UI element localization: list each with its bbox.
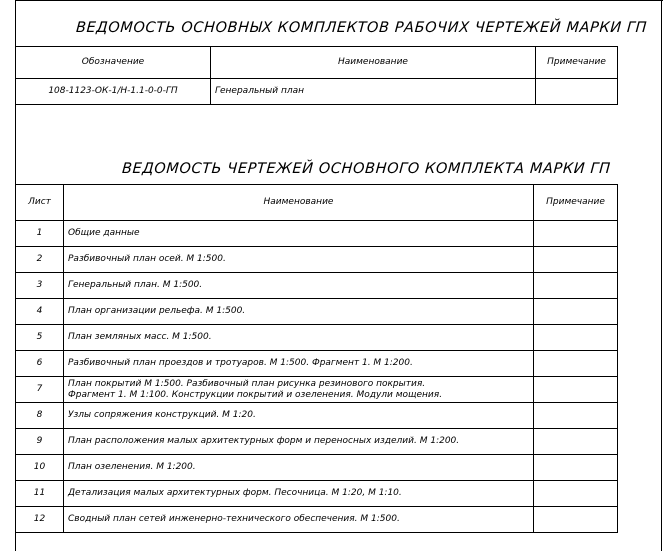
header-name: Наименование: [211, 47, 536, 79]
table-row: [16, 403, 618, 429]
main-sets-table: [15, 46, 618, 105]
sheet-number: 5: [16, 325, 64, 351]
sheet-name: Узлы сопряжения конструкций. М 1:20.: [64, 403, 534, 429]
table-row: [16, 325, 618, 351]
sheet-number: 11: [16, 481, 64, 507]
sheet-number: 3: [16, 273, 64, 299]
table-row: [16, 507, 618, 533]
sheet-note: [534, 403, 618, 429]
header-name: Наименование: [64, 185, 534, 221]
sheet-name: Генеральный план. М 1:500.: [64, 273, 534, 299]
sheet-note: [534, 325, 618, 351]
sheet-note: [534, 429, 618, 455]
header-designation: Обозначение: [16, 47, 211, 79]
table-row: [16, 429, 618, 455]
sheet-number: 9: [16, 429, 64, 455]
table-row: [16, 455, 618, 481]
table-row: [16, 273, 618, 299]
sheet-note: [534, 377, 618, 403]
sheet-number: 4: [16, 299, 64, 325]
note-cell: [536, 79, 618, 105]
name-cell: Генеральный план: [211, 79, 536, 105]
sheet-number: 2: [16, 247, 64, 273]
sheet-number: 12: [16, 507, 64, 533]
table-row: [16, 221, 618, 247]
sheet-name-line-1: План покрытий М 1:500. Разбивочный план рисунка резинового покрытия.: [68, 378, 426, 389]
header-note: Примечание: [534, 185, 618, 221]
frame-border-right: [661, 0, 662, 551]
sheet-name: Сводный план сетей инженерно-технического обеспечения. М 1:500.: [64, 507, 534, 533]
sheet-number: 7: [16, 377, 64, 403]
sheet-note: [534, 273, 618, 299]
sheet-number: 10: [16, 455, 64, 481]
main-sets-title: ВЕДОМОСТЬ ОСНОВНЫХ КОМПЛЕКТОВ РАБОЧИХ ЧЕРТЕЖЕЙ МАРКИ ГП: [75, 20, 648, 36]
table-row: [16, 377, 618, 403]
sheet-name-line-2: Фрагмент 1. М 1:100. Конструкции покрытий и озеленения. Модули мощения.: [68, 389, 443, 400]
sheet-note: [534, 299, 618, 325]
designation-cell: 108-1123-ОК-1/Н-1.1-0-0-ГП: [16, 79, 211, 105]
sheet-name: План земляных масс. М 1:500.: [64, 325, 534, 351]
sheet-name: Детализация малых архитектурных форм. Песочница. М 1:20, М 1:10.: [64, 481, 534, 507]
sheet-number: 8: [16, 403, 64, 429]
sheet-name: План организации рельефа. М 1:500.: [64, 299, 534, 325]
sheet-name: Разбивочный план осей. М 1:500.: [64, 247, 534, 273]
sheet-note: [534, 247, 618, 273]
sheet-name: Разбивочный план проездов и тротуаров. М 1:500. Фрагмент 1. М 1:200.: [64, 351, 534, 377]
header-sheet: Лист: [16, 185, 64, 221]
sheet-number: 1: [16, 221, 64, 247]
sheet-number: 6: [16, 351, 64, 377]
sheet-name: [64, 377, 534, 403]
header-note: Примечание: [536, 47, 618, 79]
sheet-note: [534, 481, 618, 507]
table-header-row: [16, 185, 618, 221]
sheet-name: Общие данные: [64, 221, 534, 247]
table-row: [16, 351, 618, 377]
frame-border-top: [15, 0, 663, 1]
sheet-name: План расположения малых архитектурных форм и переносных изделий. М 1:200.: [64, 429, 534, 455]
table-row: [16, 481, 618, 507]
table-row: [16, 299, 618, 325]
drawings-list-title: ВЕДОМОСТЬ ЧЕРТЕЖЕЙ ОСНОВНОГО КОМПЛЕКТА МАРКИ ГП: [121, 161, 612, 177]
sheet-name: План озеленения. М 1:200.: [64, 455, 534, 481]
sheet-note: [534, 507, 618, 533]
drawings-list-table: [15, 184, 618, 533]
table-header-row: [16, 47, 618, 79]
sheet-note: [534, 455, 618, 481]
sheet-note: [534, 221, 618, 247]
table-row: [16, 79, 618, 105]
sheet-note: [534, 351, 618, 377]
table-row: [16, 247, 618, 273]
